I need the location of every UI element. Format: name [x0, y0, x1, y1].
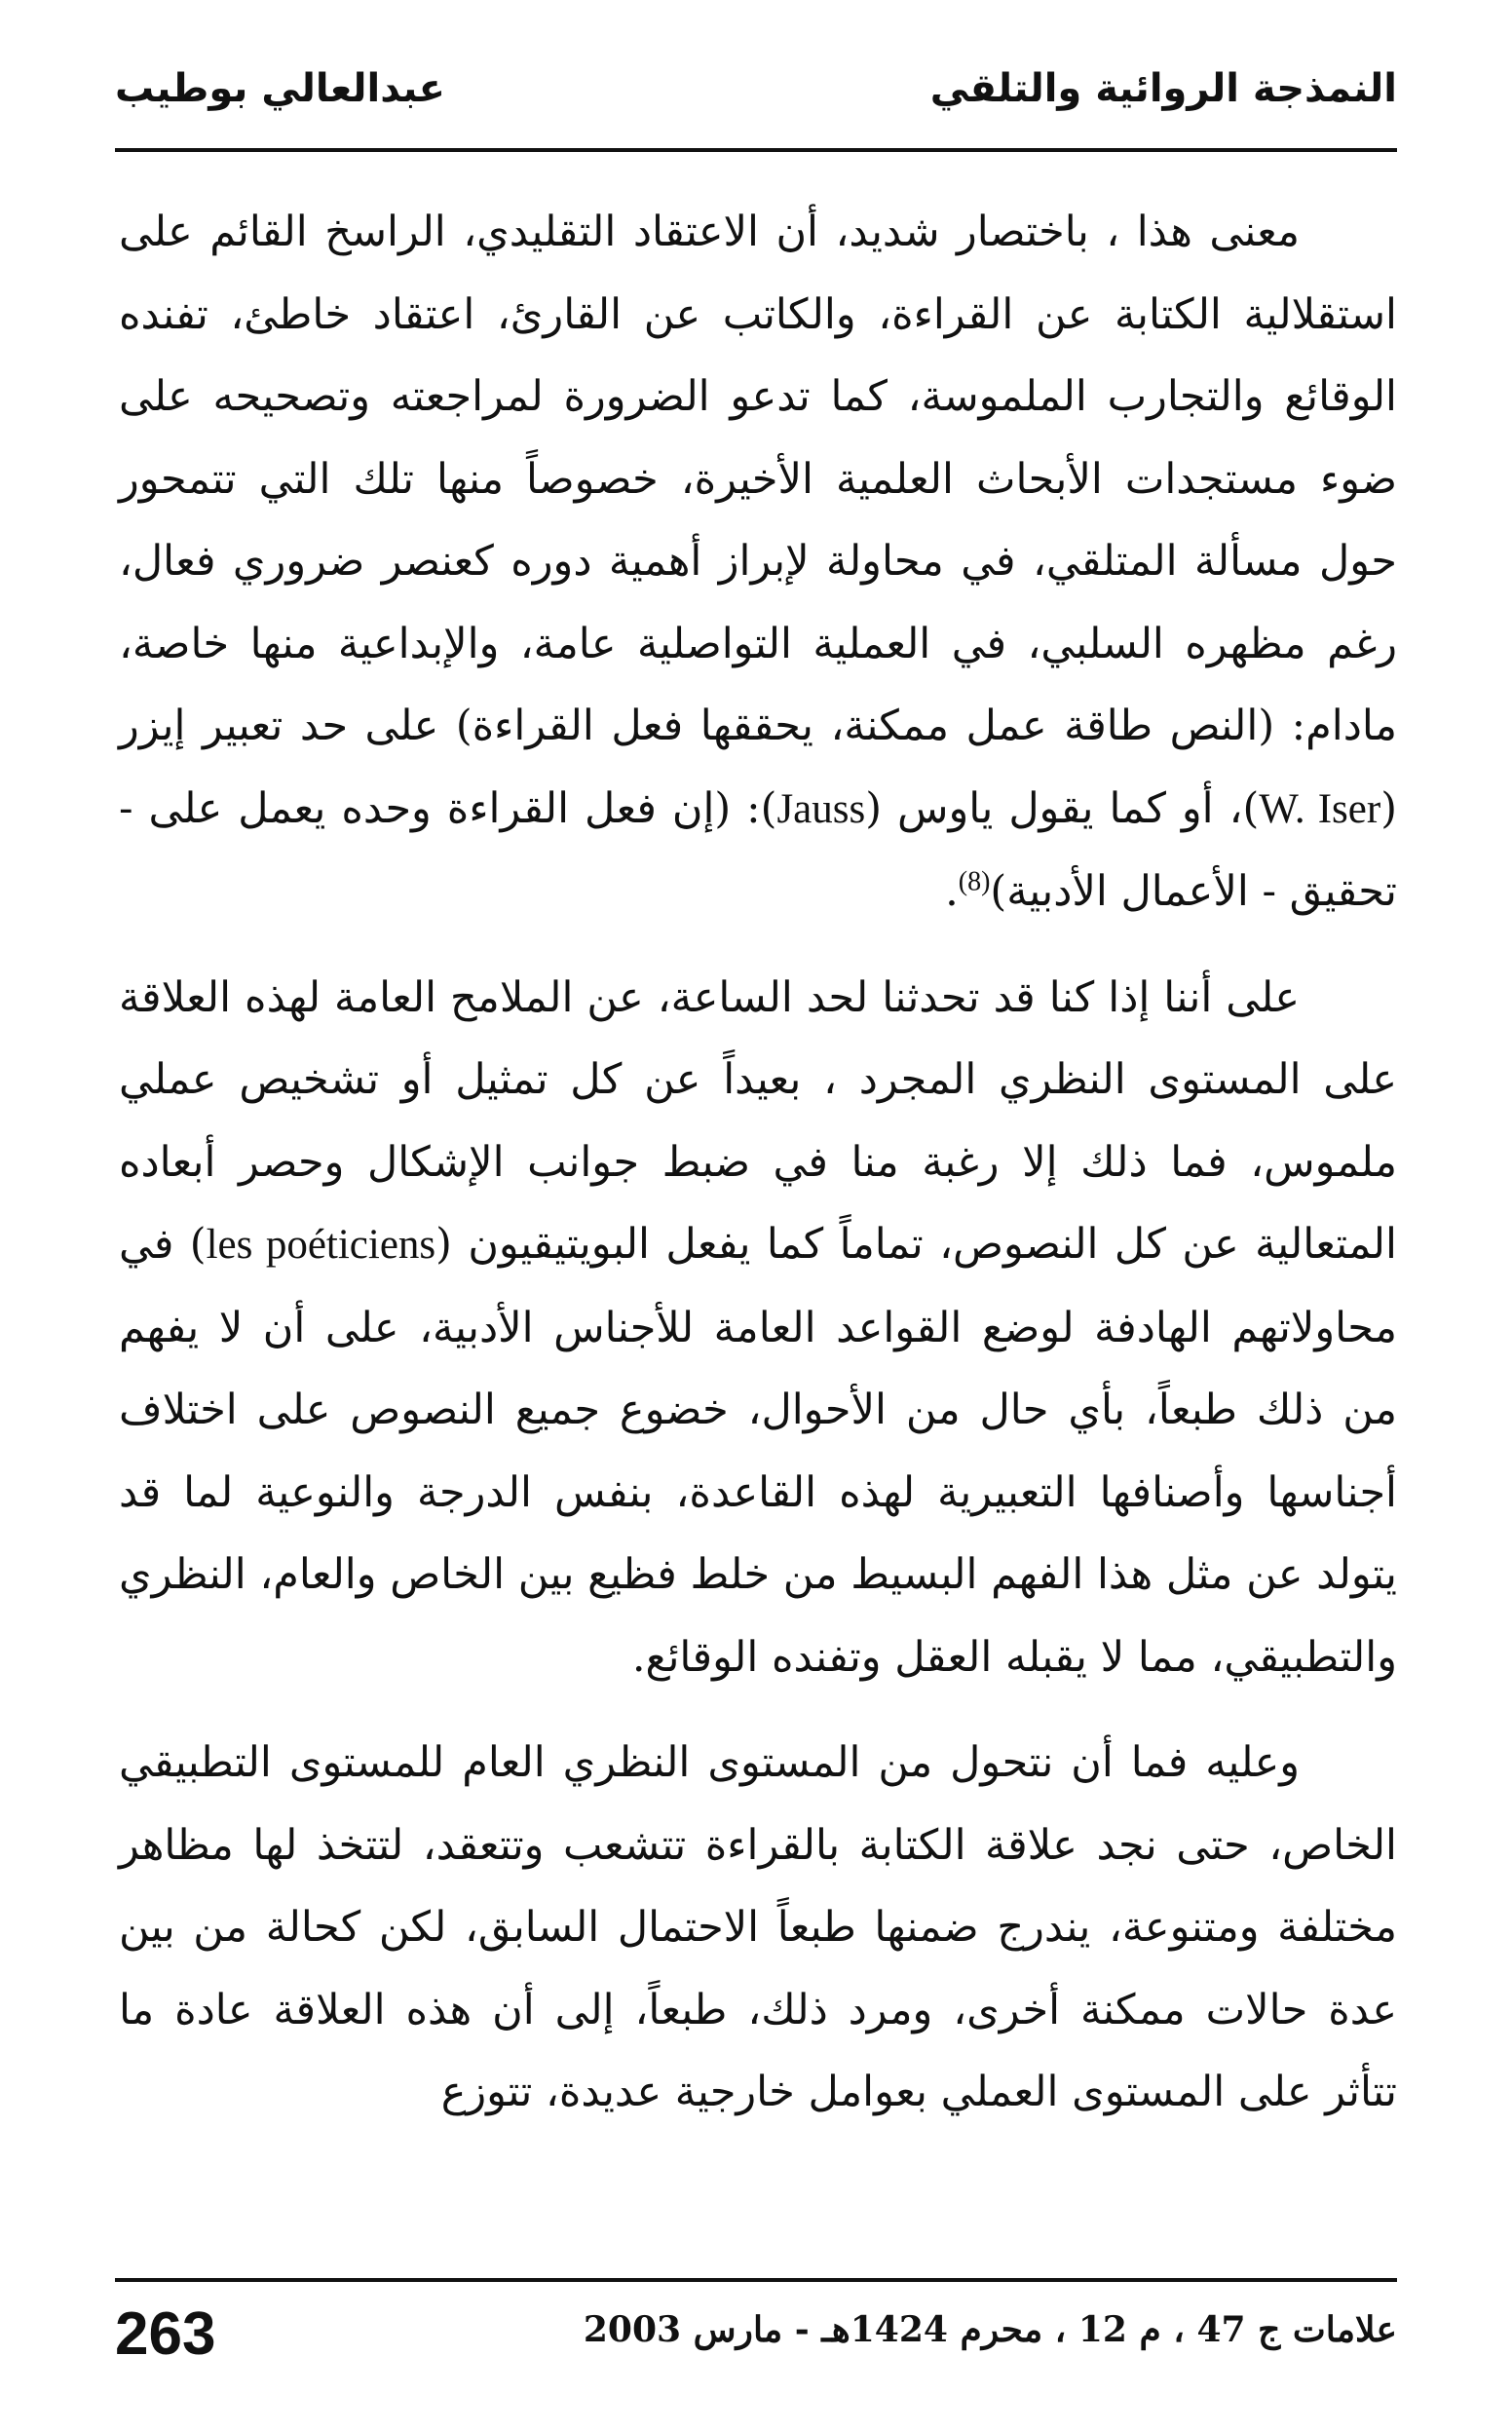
name-jauss: Jauss	[776, 785, 866, 832]
paragraph-2-text: على أننا إذا كنا قد تحدثنا لحد الساعة، عن الملامح العامة لهذه العلاقة على المستوى النظري المجرد ، بعيداً عن كل تمثيل أو تشخيص عملي ملموس، فما ذلك إلا رغبة منا في ضبط جوانب الإشكال وحصر أبعاده المتعالية عن كل النصوص، تماماً كما يفعل البويتيقيون (	[119, 972, 1397, 1269]
page-footer	[115, 2299, 1397, 2387]
paragraph-1-period: .	[945, 867, 959, 916]
paragraph-3-text: وعليه فما أن نتحول من المستوى النظري العام للمستوى التطبيقي الخاص، حتى نجد علاقة الكتابة بالقراءة تتشعب وتتعقد، لتتخذ لها مظاهر مختلفة ومتنوعة، يندرج ضمنها طبعاً الاحتمال السابق، لكن كحالة من بين عدة حالات ممكنة أخرى، ومرد ذلك، طبعاً، إلى أن هذه العلاقة عادة ما تتأثر على المستوى العملي بعوامل خارجية عديدة، تتوزع	[119, 1738, 1397, 2116]
journal-citation: علامات ج 47 ، م 12 ، محرم 1424هـ - مارس 2003	[583, 2309, 1397, 2350]
paragraph-1-text-end: ): (إن فعل القراءة وحده يعمل على - تحقيق - الأعمال الأدبية)	[119, 783, 1397, 916]
body-text	[119, 191, 1397, 2157]
paragraph-1-text-middle: )، أو كما يقول ياوس (	[865, 783, 1260, 833]
page-number: 263	[115, 2300, 216, 2368]
name-iser: W. Iser	[1259, 785, 1381, 832]
paragraph-1-text: معنى هذا ، باختصار شديد، أن الاعتقاد التقليدي، الراسخ القائم على استقلالية الكتابة عن القراءة، والكاتب عن القارئ، اعتقاد خاطئ، تفنده الوقائع والتجارب الملموسة، كما تدعو الضرورة لمراجعته وتصحيحه على ضوء مستجدات الأبحاث العلمية الأخيرة، خصوصاً منها تلك التي تتمحور حول مسألة المتلقي، في محاولة لإبراز أهمية دوره كعنصر ضروري فعال، رغم مظهره السلبي، في العملية التواصلية عامة، والإبداعية منها خاصة، مادام: (النص طاقة عمل ممكنة، يحققها فعل القراءة) على حد تعبير إيزر (	[119, 208, 1397, 833]
paragraph-2-text-end: ) في محاولاتهم الهادفة لوضع القواعد العامة للأجناس الأدبية، على أن لا يفهم من ذلك طبعاً، بأي حال من الأحوال، خضوع جميع النصوص على اختلاف أجناسها وأصنافها التعبيرية لهذه القاعدة، بنفس الدرجة والنوعية لما قد يتولد عن مثل هذا الفهم البسيط من خلط فظيع بين الخاص والعام، النظري والتطبيقي، مما لا يقبله العقل وتفنده الوقائع.	[119, 1220, 1397, 1682]
paragraph-1	[119, 191, 1397, 933]
header-divider	[115, 148, 1397, 152]
paragraph-2	[119, 957, 1397, 1699]
footnote-reference: (8)	[958, 866, 991, 897]
paragraph-3	[119, 1722, 1397, 2134]
book-title: النمذجة الروائية والتلقي	[929, 66, 1397, 111]
term-poeticiens: les poéticiens	[206, 1222, 436, 1268]
running-header	[115, 60, 1397, 138]
footer-divider	[115, 2278, 1397, 2282]
author-name: عبدالعالي بوطيب	[115, 66, 445, 111]
